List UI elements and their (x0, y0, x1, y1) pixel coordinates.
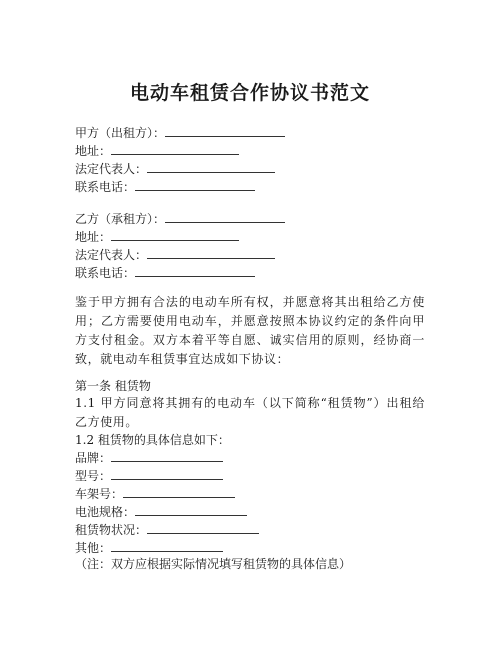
clause-1-2: 1.2 租赁物的具体信息如下： (75, 433, 230, 447)
party-a-address-label: 地址： (75, 144, 112, 158)
model-blank (111, 467, 223, 480)
party-a-phone-label: 联系电话： (75, 180, 136, 194)
party-a-phone-blank (135, 178, 255, 191)
clause-1-1: 1.1 甲方同意将其拥有的电动车（以下简称“租赁物”）出租给乙方使用。 (75, 396, 425, 429)
brand-blank (111, 449, 223, 462)
frame-no-label: 车架号： (75, 487, 124, 501)
brand-label: 品牌： (75, 451, 112, 465)
model-field-line (75, 467, 223, 484)
brand-field-line (75, 449, 223, 466)
party-a-phone-line (75, 178, 255, 195)
party-a-legal-rep-line (75, 160, 275, 177)
fill-in-note: （注：双方应根据实际情况填写租赁物的具体信息） (75, 557, 352, 571)
party-a-address-line (75, 142, 239, 159)
party-a-heading: 甲方（出租方）： (75, 126, 166, 140)
party-b-phone-line (75, 264, 255, 281)
condition-field-line (75, 521, 259, 538)
article-1-heading: 第一条 租赁物 (75, 379, 151, 393)
preamble-paragraph: 鉴于甲方拥有合法的电动车所有权，并愿意将其出租给乙方使用；乙方需要使用电动车，并愿意按照本协议约定的条件向甲方支付租金。双方本着平等自愿、诚实信用的原则，经协商一致，就电动车租赁事宜达成如下协议： (75, 295, 425, 366)
other-field-line (75, 539, 223, 556)
party-b-address-line (75, 228, 239, 245)
party-b-name-blank (165, 210, 285, 223)
condition-blank (147, 521, 259, 534)
party-a-legal-rep-blank (147, 160, 275, 173)
party-a-address-blank (111, 142, 239, 155)
party-a-legal-rep-label: 法定代表人： (75, 162, 148, 176)
frame-no-field-line (75, 485, 235, 502)
condition-label: 租赁物状况： (75, 523, 148, 537)
document-title: 电动车租赁合作协议书范文 (129, 82, 370, 104)
battery-label: 电池规格： (75, 505, 136, 519)
party-b-address-blank (111, 228, 239, 241)
party-b-legal-rep-blank (147, 246, 275, 259)
party-b-phone-blank (135, 264, 255, 277)
party-b-heading: 乙方（承租方）： (75, 212, 166, 226)
other-label: 其他： (75, 541, 112, 555)
frame-no-blank (123, 485, 235, 498)
party-b-legal-rep-line (75, 246, 275, 263)
battery-field-line (75, 503, 247, 520)
party-b-heading-line (75, 210, 285, 227)
model-label: 型号： (75, 469, 112, 483)
party-b-legal-rep-label: 法定代表人： (75, 248, 148, 262)
battery-blank (135, 503, 247, 516)
party-a-heading-line (75, 124, 285, 141)
party-b-address-label: 地址： (75, 230, 112, 244)
party-a-name-blank (165, 124, 285, 137)
other-blank (111, 539, 223, 552)
party-b-phone-label: 联系电话： (75, 266, 136, 280)
